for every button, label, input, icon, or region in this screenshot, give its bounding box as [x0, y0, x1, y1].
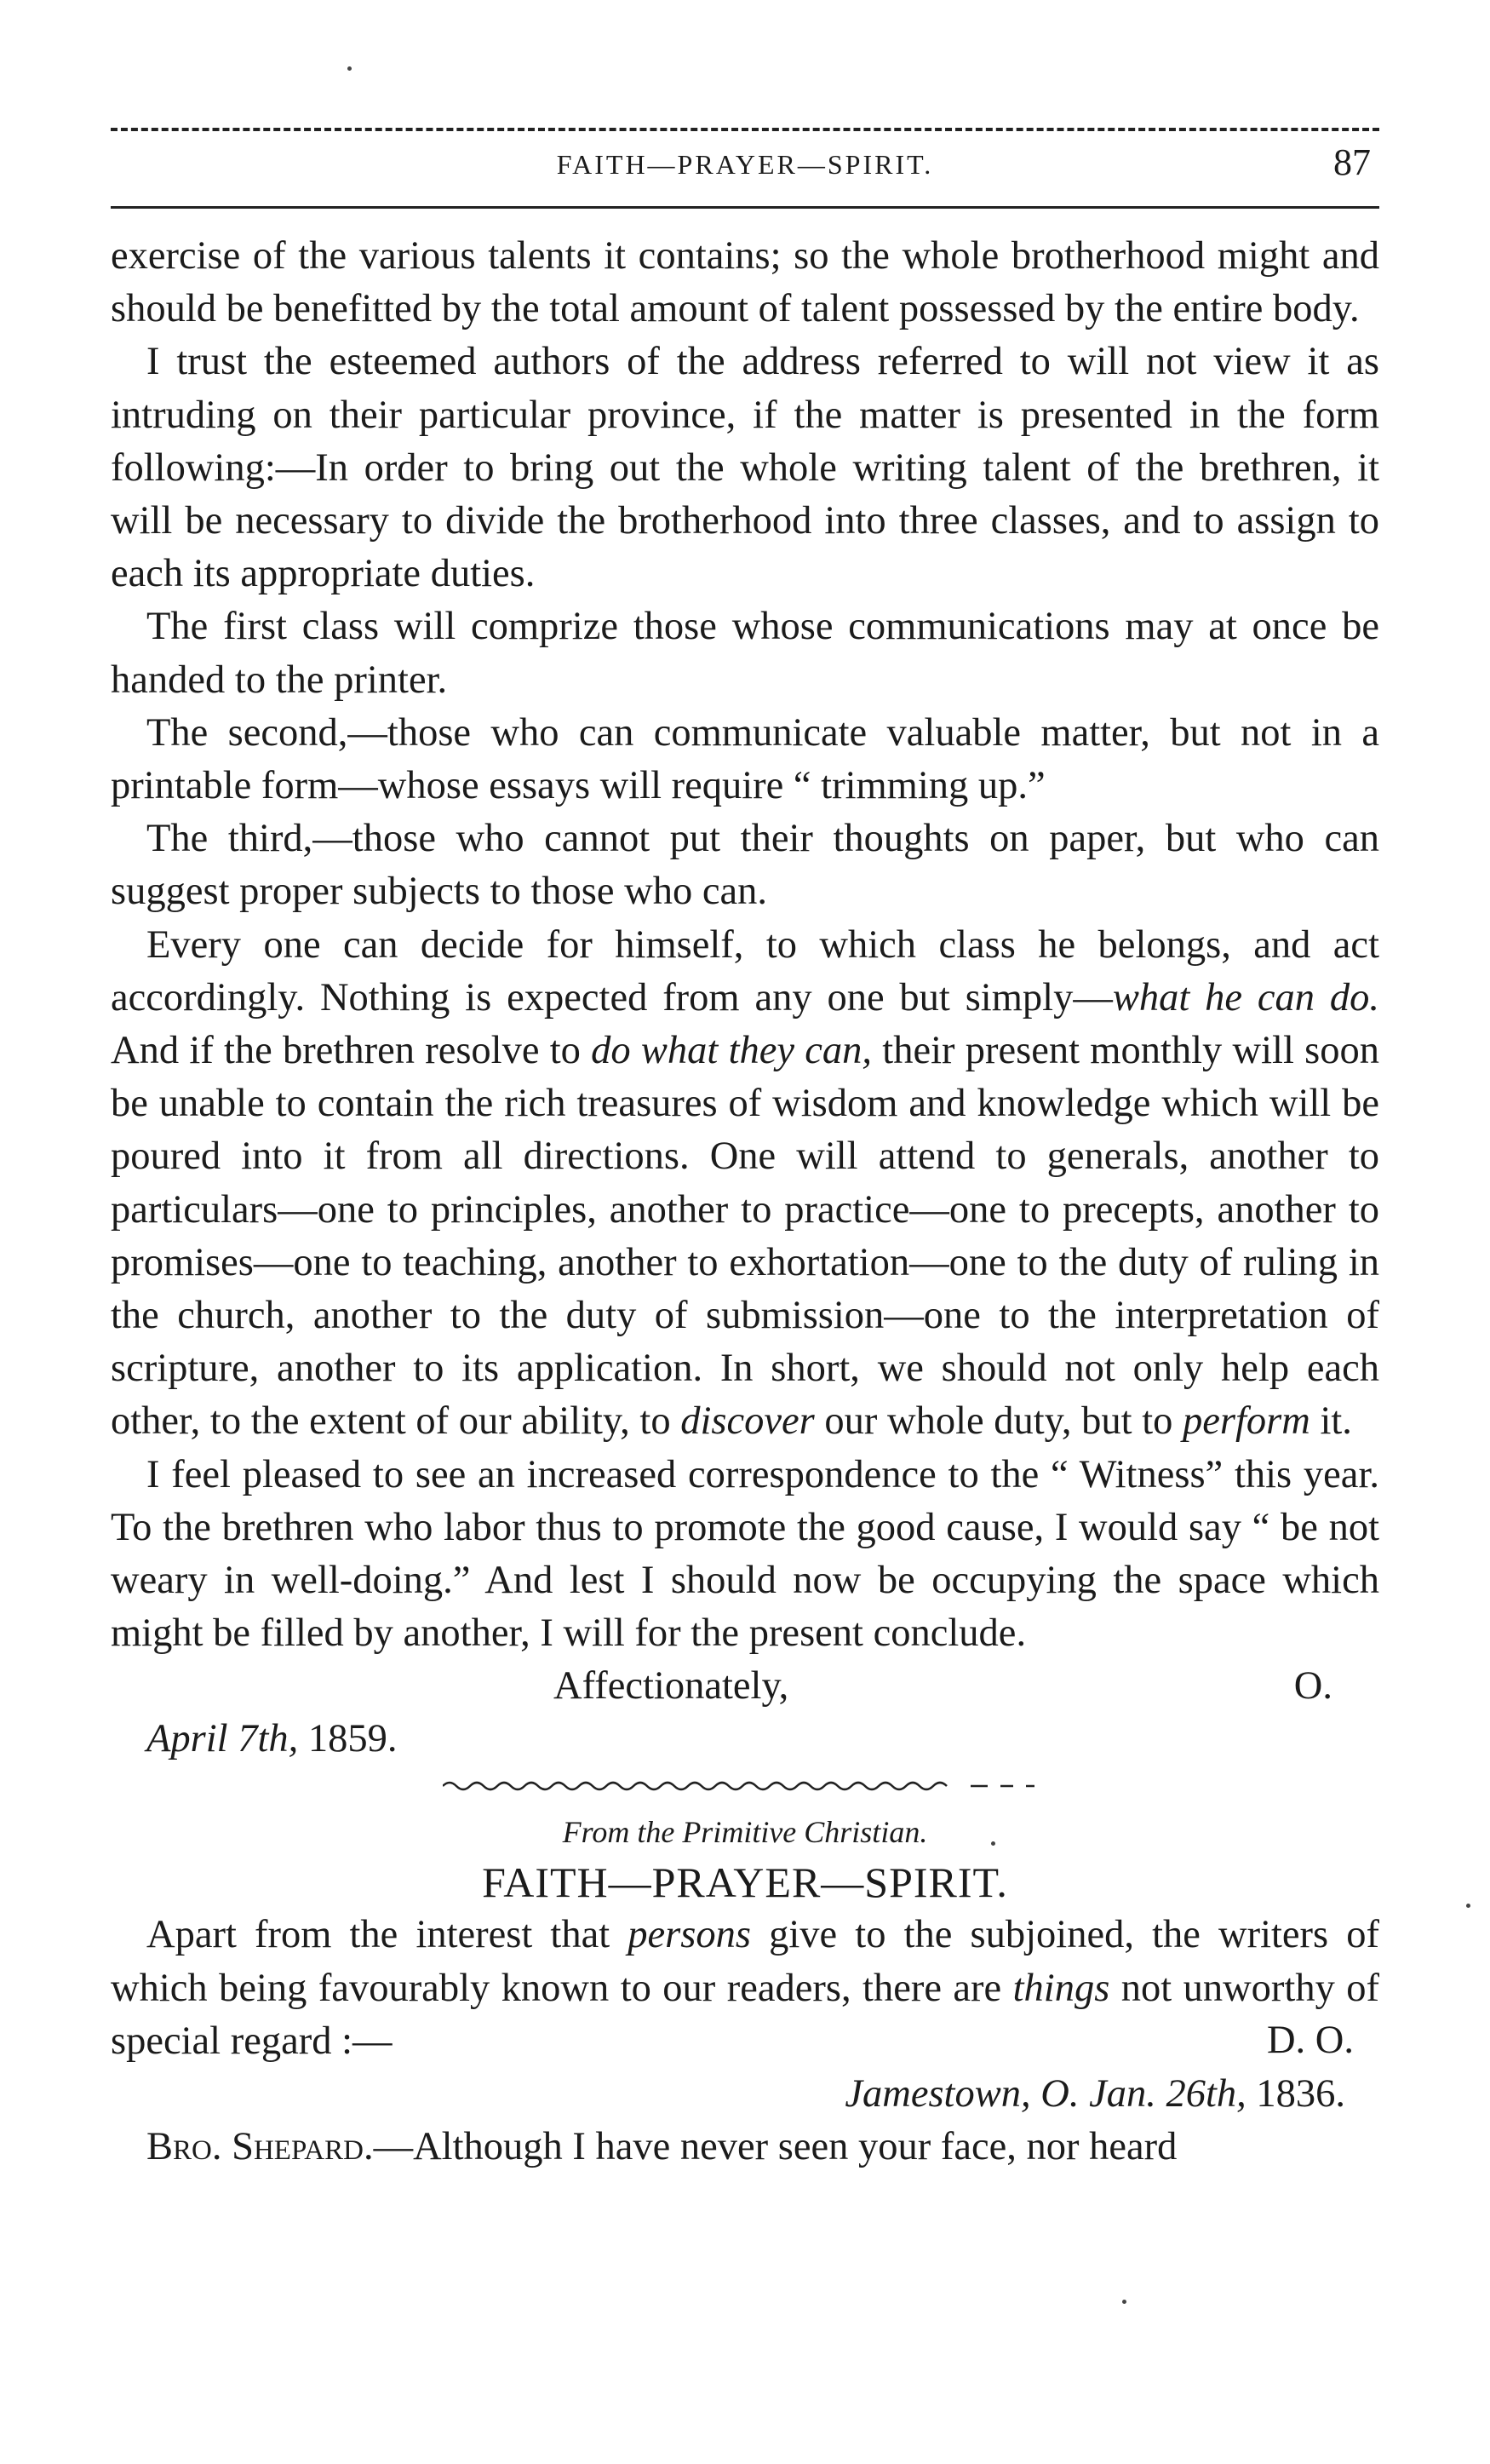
date-text: April 7th,: [146, 1717, 299, 1761]
text-run: Apart from the interest that: [146, 1913, 628, 1957]
ink-speck: [1122, 2300, 1126, 2304]
paragraph: I feel pleased to see an increased correspondence to the “ Witness” this year. To the brethren who labor thus to promote the good cause, I would say “ be not weary in well-doing.” And lest I should now be occupying the space which might be filled by another, I will for the present conclude.: [111, 1452, 1379, 1656]
emphasis: things: [1012, 1966, 1110, 2010]
section-divider: [111, 1766, 1379, 1808]
emphasis: do what they can,: [591, 1029, 873, 1073]
closing-initial: O.: [1293, 1664, 1332, 1709]
text-run: give to the subjoined, the writers of which being favourably known to our readers, there are: [111, 1913, 1380, 2010]
ink-speck: [1466, 1904, 1470, 1908]
dateline: [111, 2068, 1379, 2121]
text-run: their present monthly will soon be unable to contain the rich treasures of wisdom and knowledge which will be poured into it from all directions. One will attend to generals, another to particulars—one to principles, another to practice—one to precepts, another to promises—one to teaching, another to exhortation—one to the duty of ruling in the church, another to the duty of submission—one to the interpretation of scripture, another to its application. In short, we should not only help each other, to the extent of our ability, to: [111, 1029, 1379, 1444]
paragraph: [111, 1909, 1379, 2068]
paragraph: [111, 2121, 1379, 2174]
closing-date: [146, 1713, 398, 1766]
header-rule: [111, 206, 1379, 209]
running-head: FAITH—PRAYER—SPIRIT.: [556, 149, 934, 180]
intro-signature: D. O.: [1266, 2019, 1354, 2063]
emphasis: perform: [1183, 1399, 1310, 1444]
wavy-divider-icon: [443, 1778, 1039, 1795]
closing-salutation: Affectionately,: [553, 1664, 789, 1709]
paragraph: The first class will comprize those whose communications may at once be handed to the printer.: [111, 605, 1379, 702]
date-year: 1859.: [307, 1717, 398, 1761]
emphasis: discover: [680, 1399, 815, 1444]
text-run: it.: [1309, 1399, 1352, 1444]
text-run: not unworthy of special regard :—: [111, 1966, 1380, 2063]
article-intro: [111, 1909, 1379, 2068]
paragraph: [111, 919, 1379, 1449]
salutation-name: Bro. Shepard.: [146, 2125, 374, 2169]
text-run: Every one can decide for himself, to which class he belongs, and act accordingly. Nothing is expected from any one but simply—: [111, 922, 1379, 1019]
body-text: [111, 230, 1379, 2174]
text-run: —Although I have never seen your face, nor heard: [373, 2125, 1178, 2169]
dateline-year: 1836.: [1256, 2072, 1345, 2117]
ink-speck: [347, 66, 352, 71]
article-title: FAITH—PRAYER—SPIRIT.: [482, 1858, 1008, 1907]
page-number: 87: [1333, 141, 1371, 183]
paragraph: The second,—those who can communicate valuable matter, but not in a printable form—whose essays will require “ trimming up.”: [111, 710, 1379, 808]
paragraph: exercise of the various talents it contains; so the whole brotherhood might and should be benefitted by the total amount of talent possessed by the entire body.: [111, 234, 1379, 331]
paragraph: I trust the esteemed authors of the address referred to will not view it as intruding on their particular province, if the matter is presented in the form following:—In order to bring out the whole writing talent of the brethren, it will be necessary to divide the brotherhood into three classes, and to assign to each its appropriate duties.: [111, 340, 1379, 596]
emphasis: what he can do.: [1112, 975, 1379, 1019]
top-rule: [111, 128, 1379, 131]
dateline-place: Jamestown, O. Jan. 26th,: [845, 2072, 1246, 2117]
text-run: And if the brethren resolve to: [111, 1029, 592, 1073]
emphasis: persons: [628, 1913, 751, 1957]
page-header: [111, 141, 1379, 192]
article-source: From the Primitive Christian.: [562, 1815, 928, 1850]
letter-closing: [111, 1660, 1379, 1766]
paragraph: The third,—those who cannot put their thoughts on paper, but who can suggest proper subjects to those who can.: [111, 817, 1379, 914]
text-run: our whole duty, but to: [814, 1399, 1183, 1444]
